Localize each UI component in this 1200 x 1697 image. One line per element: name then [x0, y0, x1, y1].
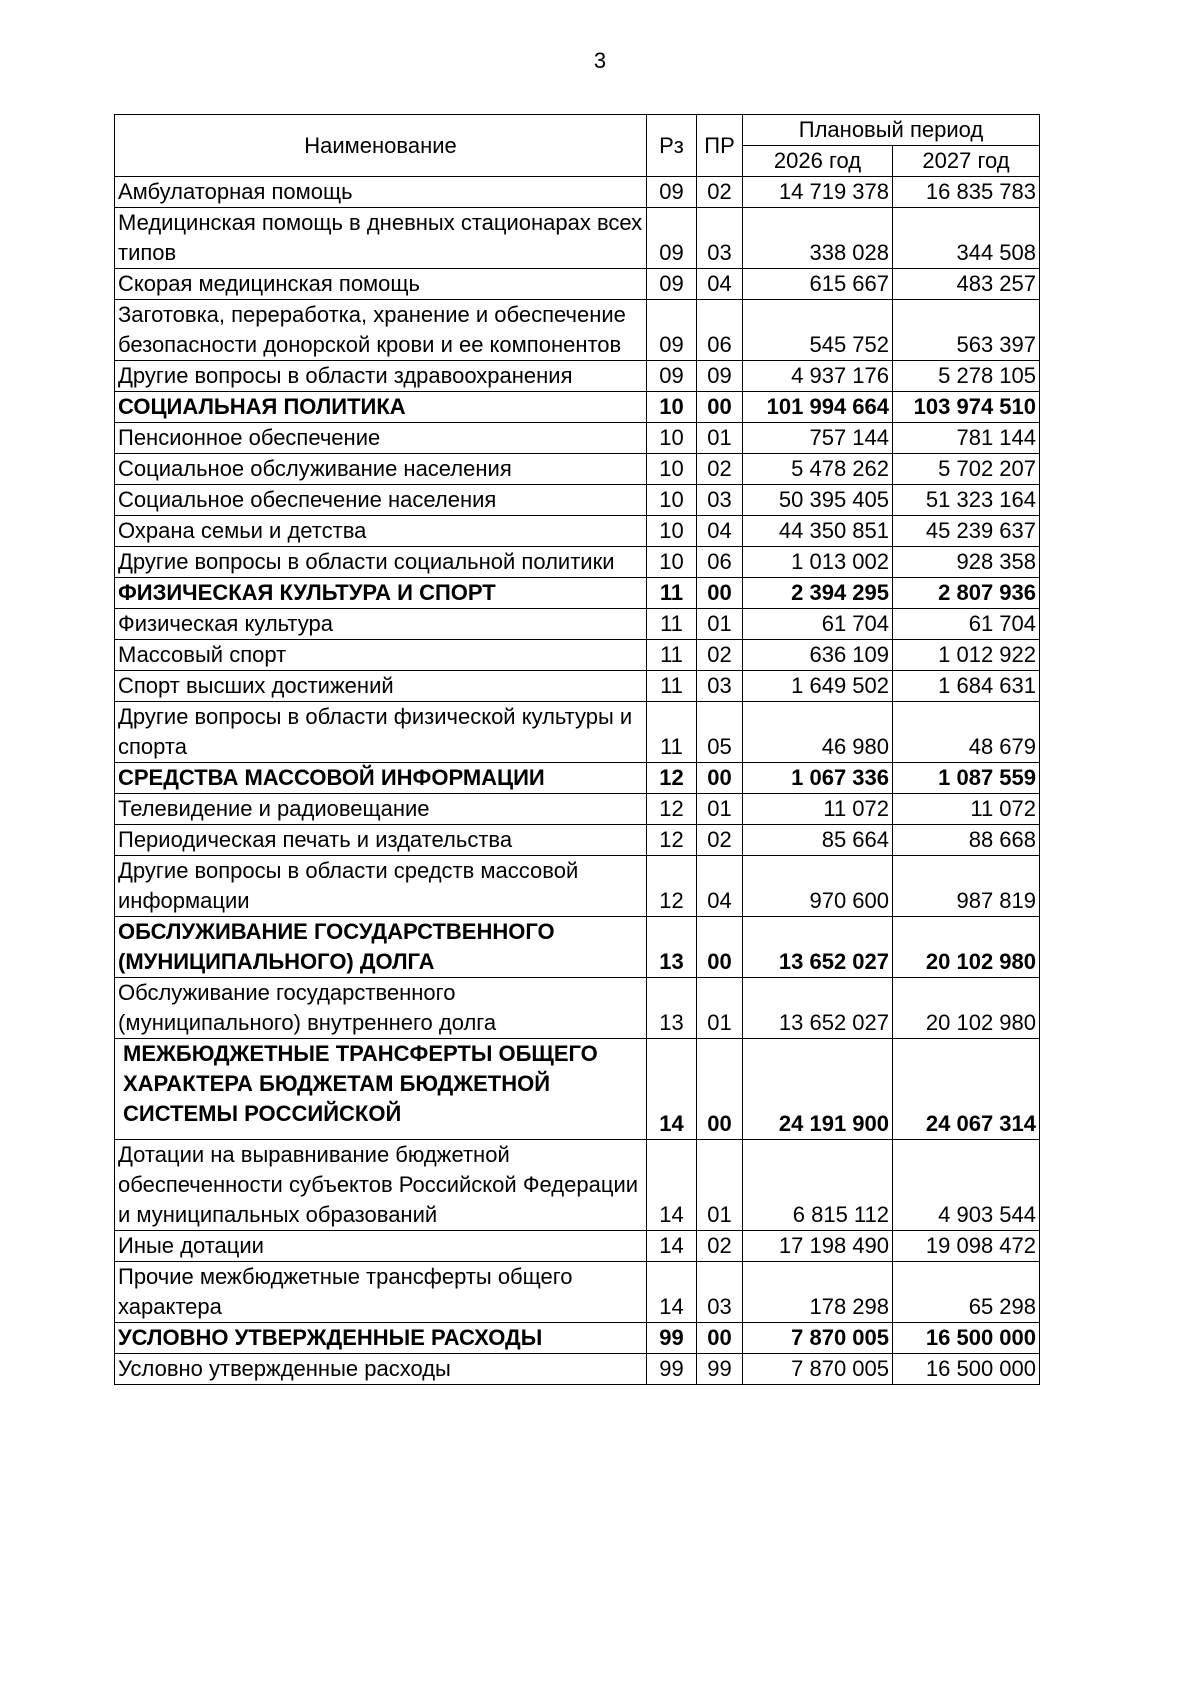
table-row: [115, 177, 1040, 208]
section-row: [115, 917, 1040, 978]
row-value-2026: 14 719 378: [743, 177, 893, 208]
row-pr: 06: [697, 300, 743, 361]
row-value-2026: 101 994 664: [743, 392, 893, 423]
row-value-2027: 45 239 637: [893, 516, 1040, 547]
table-row: [115, 1262, 1040, 1323]
row-rz: 11: [647, 671, 697, 702]
row-pr: 02: [697, 177, 743, 208]
table-row: [115, 825, 1040, 856]
row-value-2027: 2 807 936: [893, 578, 1040, 609]
row-rz: 09: [647, 361, 697, 392]
header-year-2027: 2027 год: [893, 146, 1040, 177]
row-name: Заготовка, переработка, хранение и обеспечение безопасности донорской крови и ее компонентов: [115, 300, 647, 361]
row-name: Другие вопросы в области социальной политики: [115, 547, 647, 578]
row-pr: 00: [697, 1323, 743, 1354]
page-number: 3: [593, 48, 607, 73]
row-value-2026: 1 013 002: [743, 547, 893, 578]
row-pr: 04: [697, 856, 743, 917]
row-rz: 12: [647, 856, 697, 917]
row-value-2026: 50 395 405: [743, 485, 893, 516]
table-row: [115, 485, 1040, 516]
row-rz: 10: [647, 547, 697, 578]
row-pr: 01: [697, 423, 743, 454]
row-rz: 13: [647, 917, 697, 978]
row-name: Спорт высших достижений: [115, 671, 647, 702]
row-pr: 03: [697, 485, 743, 516]
row-rz: 14: [647, 1039, 697, 1140]
row-pr: 01: [697, 978, 743, 1039]
row-pr: 04: [697, 516, 743, 547]
row-rz: 10: [647, 392, 697, 423]
row-value-2027: 987 819: [893, 856, 1040, 917]
row-value-2027: 65 298: [893, 1262, 1040, 1323]
section-row: [115, 578, 1040, 609]
table-row: [115, 547, 1040, 578]
row-value-2027: 5 278 105: [893, 361, 1040, 392]
row-name: Охрана семьи и детства: [115, 516, 647, 547]
section-row: [115, 763, 1040, 794]
row-name: Социальное обеспечение населения: [115, 485, 647, 516]
row-rz: 10: [647, 485, 697, 516]
row-name: УСЛОВНО УТВЕРЖДЕННЫЕ РАСХОДЫ: [115, 1323, 647, 1354]
row-value-2026: 545 752: [743, 300, 893, 361]
row-value-2027: 1 087 559: [893, 763, 1040, 794]
table-row: [115, 1231, 1040, 1262]
row-pr: 01: [697, 1140, 743, 1231]
budget-table: [114, 114, 1040, 1385]
row-rz: 14: [647, 1262, 697, 1323]
table-row: [115, 702, 1040, 763]
header-year-2026: 2026 год: [743, 146, 893, 177]
row-value-2026: 13 652 027: [743, 917, 893, 978]
row-rz: 99: [647, 1323, 697, 1354]
row-value-2026: 46 980: [743, 702, 893, 763]
row-name: Дотации на выравнивание бюджетной обеспеченности субъектов Российской Федерации и муниципальных образований: [115, 1140, 647, 1231]
section-row: [115, 1039, 1040, 1140]
row-name: СОЦИАЛЬНАЯ ПОЛИТИКА: [115, 392, 647, 423]
table-row: [115, 1354, 1040, 1385]
row-pr: 03: [697, 208, 743, 269]
row-pr: 03: [697, 671, 743, 702]
row-value-2027: 483 257: [893, 269, 1040, 300]
row-pr: 04: [697, 269, 743, 300]
row-value-2026: 1 067 336: [743, 763, 893, 794]
row-pr: 00: [697, 763, 743, 794]
row-value-2026: 178 298: [743, 1262, 893, 1323]
row-name-text: МЕЖБЮДЖЕТНЫЕ ТРАНСФЕРТЫ ОБЩЕГО ХАРАКТЕРА БЮДЖЕТАМ БЮДЖЕТНОЙ СИСТЕМЫ РОССИЙСКОЙ: [123, 1041, 598, 1126]
row-pr: 06: [697, 547, 743, 578]
table-row: [115, 856, 1040, 917]
row-rz: 11: [647, 609, 697, 640]
table-row: [115, 640, 1040, 671]
row-value-2026: 11 072: [743, 794, 893, 825]
row-value-2027: 4 903 544: [893, 1140, 1040, 1231]
row-rz: 12: [647, 825, 697, 856]
row-pr: 03: [697, 1262, 743, 1323]
row-value-2026: 1 649 502: [743, 671, 893, 702]
row-pr: 00: [697, 1039, 743, 1140]
table-body: [115, 177, 1040, 1385]
header-pr: ПР: [697, 115, 743, 177]
row-name: Скорая медицинская помощь: [115, 269, 647, 300]
row-rz: 10: [647, 423, 697, 454]
header-planned-period: Плановый период: [743, 115, 1040, 146]
row-value-2026: 44 350 851: [743, 516, 893, 547]
header-name: Наименование: [115, 115, 647, 177]
row-value-2027: 5 702 207: [893, 454, 1040, 485]
row-value-2026: 615 667: [743, 269, 893, 300]
header-rz: Рз: [647, 115, 697, 177]
row-pr: 09: [697, 361, 743, 392]
row-name: Физическая культура: [115, 609, 647, 640]
row-value-2026: 2 394 295: [743, 578, 893, 609]
table-row: [115, 423, 1040, 454]
row-value-2026: 970 600: [743, 856, 893, 917]
row-rz: 09: [647, 177, 697, 208]
table-row: [115, 794, 1040, 825]
row-rz: 10: [647, 516, 697, 547]
row-name: Пенсионное обеспечение: [115, 423, 647, 454]
row-value-2027: 19 098 472: [893, 1231, 1040, 1262]
row-pr: 02: [697, 825, 743, 856]
row-value-2026: 6 815 112: [743, 1140, 893, 1231]
row-pr: 01: [697, 609, 743, 640]
row-value-2027: 16 500 000: [893, 1354, 1040, 1385]
row-value-2027: 563 397: [893, 300, 1040, 361]
row-value-2027: 48 679: [893, 702, 1040, 763]
row-value-2026: 85 664: [743, 825, 893, 856]
row-value-2027: 103 974 510: [893, 392, 1040, 423]
table-row: [115, 269, 1040, 300]
table-row: [115, 516, 1040, 547]
row-value-2026: 757 144: [743, 423, 893, 454]
row-pr: 02: [697, 1231, 743, 1262]
row-name: Условно утвержденные расходы: [115, 1354, 647, 1385]
row-name: Другие вопросы в области физической культуры и спорта: [115, 702, 647, 763]
row-name: Социальное обслуживание населения: [115, 454, 647, 485]
row-rz: 11: [647, 702, 697, 763]
row-value-2026: 636 109: [743, 640, 893, 671]
row-pr: 00: [697, 917, 743, 978]
header-row-top: [115, 115, 1040, 146]
row-name: ОБСЛУЖИВАНИЕ ГОСУДАРСТВЕННОГО (МУНИЦИПАЛЬНОГО) ДОЛГА: [115, 917, 647, 978]
row-value-2027: 11 072: [893, 794, 1040, 825]
row-name: СРЕДСТВА МАССОВОЙ ИНФОРМАЦИИ: [115, 763, 647, 794]
row-name: Амбулаторная помощь: [115, 177, 647, 208]
row-pr: 00: [697, 392, 743, 423]
row-name: Массовый спорт: [115, 640, 647, 671]
row-name: Телевидение и радиовещание: [115, 794, 647, 825]
row-value-2026: 61 704: [743, 609, 893, 640]
row-name: [115, 1039, 647, 1140]
row-value-2027: 20 102 980: [893, 978, 1040, 1039]
row-name: Периодическая печать и издательства: [115, 825, 647, 856]
row-rz: 12: [647, 794, 697, 825]
row-value-2026: 17 198 490: [743, 1231, 893, 1262]
row-pr: 01: [697, 794, 743, 825]
table-row: [115, 671, 1040, 702]
row-value-2027: 928 358: [893, 547, 1040, 578]
row-rz: 11: [647, 578, 697, 609]
row-value-2026: 5 478 262: [743, 454, 893, 485]
row-value-2026: 4 937 176: [743, 361, 893, 392]
section-row: [115, 392, 1040, 423]
table-row: [115, 300, 1040, 361]
row-value-2027: 344 508: [893, 208, 1040, 269]
row-rz: 14: [647, 1231, 697, 1262]
row-value-2027: 20 102 980: [893, 917, 1040, 978]
row-value-2026: 7 870 005: [743, 1354, 893, 1385]
row-value-2027: 51 323 164: [893, 485, 1040, 516]
row-pr: 02: [697, 454, 743, 485]
row-rz: 09: [647, 208, 697, 269]
row-value-2027: 16 500 000: [893, 1323, 1040, 1354]
row-value-2026: 13 652 027: [743, 978, 893, 1039]
row-value-2027: 61 704: [893, 609, 1040, 640]
row-name: ФИЗИЧЕСКАЯ КУЛЬТУРА И СПОРТ: [115, 578, 647, 609]
section-row: [115, 1323, 1040, 1354]
row-name: Другие вопросы в области здравоохранения: [115, 361, 647, 392]
row-rz: 09: [647, 300, 697, 361]
row-pr: 00: [697, 578, 743, 609]
table-row: [115, 454, 1040, 485]
row-value-2027: 781 144: [893, 423, 1040, 454]
table-row: [115, 361, 1040, 392]
row-value-2027: 1 012 922: [893, 640, 1040, 671]
row-value-2027: 1 684 631: [893, 671, 1040, 702]
row-value-2027: 16 835 783: [893, 177, 1040, 208]
row-name: Обслуживание государственного (муниципального) внутреннего долга: [115, 978, 647, 1039]
row-value-2027: 24 067 314: [893, 1039, 1040, 1140]
table-row: [115, 978, 1040, 1039]
row-rz: 09: [647, 269, 697, 300]
row-value-2026: 24 191 900: [743, 1039, 893, 1140]
table-row: [115, 1140, 1040, 1231]
row-rz: 10: [647, 454, 697, 485]
row-value-2026: 7 870 005: [743, 1323, 893, 1354]
row-name: Другие вопросы в области средств массовой информации: [115, 856, 647, 917]
row-pr: 99: [697, 1354, 743, 1385]
row-rz: 99: [647, 1354, 697, 1385]
row-pr: 02: [697, 640, 743, 671]
row-rz: 12: [647, 763, 697, 794]
row-name: Прочие межбюджетные трансферты общего характера: [115, 1262, 647, 1323]
row-name: Медицинская помощь в дневных стационарах всех типов: [115, 208, 647, 269]
row-name: Иные дотации: [115, 1231, 647, 1262]
table-row: [115, 609, 1040, 640]
row-rz: 11: [647, 640, 697, 671]
row-value-2027: 88 668: [893, 825, 1040, 856]
row-rz: 13: [647, 978, 697, 1039]
table-row: [115, 208, 1040, 269]
row-value-2026: 338 028: [743, 208, 893, 269]
row-pr: 05: [697, 702, 743, 763]
row-rz: 14: [647, 1140, 697, 1231]
